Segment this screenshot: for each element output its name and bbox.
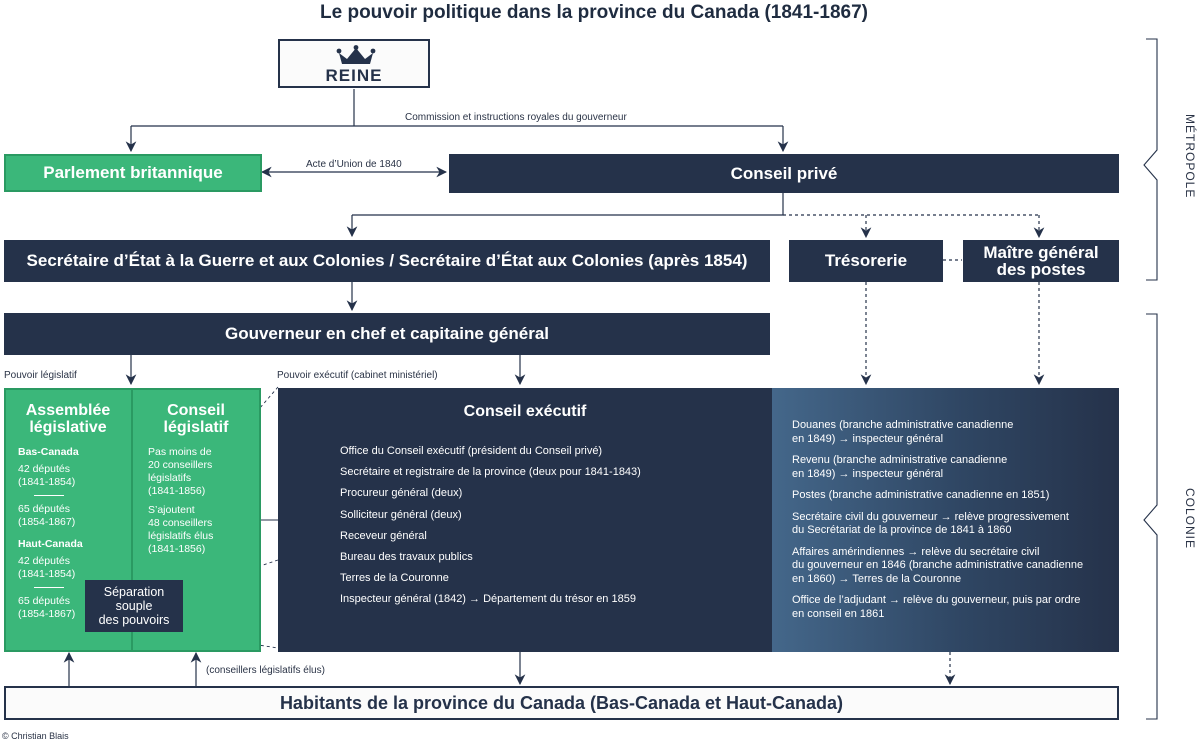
admin-douanes-line-2: en 1849) → inspecteur général [792,432,944,445]
conseil-legislatif-title [134,402,258,436]
tresorerie-box: Trésorerie [789,240,943,282]
acte-union-label: Acte d’Union de 1840 [306,159,402,170]
admin-adjudant-line-2: en conseil en 1861 [792,607,885,620]
conseil-prive-box: Conseil privé [449,154,1119,193]
assemblee-title-line-1: Assemblée [25,402,111,419]
admin-secretaire-line-2: du Secrétariat de la province de 1841 à 1860 [792,524,1012,536]
maitre-line-1: Maître général [983,243,1099,262]
administration-list [792,419,1112,629]
admin-revenu-line-1: Revenu (branche administrative canadienne [792,454,1008,466]
admin-affaires-line-1: Affaires amérindiennes → relève du secrétaire civil [792,545,1040,558]
bas-canada-heading: Bas-Canada [18,446,79,458]
secretaire-etat-box: Secrétaire d’État à la Guerre et aux Colonies / Secrétaire d’État aux Colonies (après 1854) [4,240,770,282]
maitre-line-2: des postes [996,260,1086,279]
pouvoir-executif-label: Pouvoir exécutif (cabinet ministériel) [277,370,438,381]
assemblee-title-line-2: législative [29,419,107,436]
haut-canada-heading: Haut-Canada [18,538,83,550]
metropole-label: MÉTROPOLE [1183,114,1197,199]
conseil-executif-item: Inspecteur général (1842) → Département du trésor en 1859 [340,593,636,606]
cl-p1-line-3: législatifs [148,472,192,484]
crown-icon [336,45,376,67]
conseil-executif-item: Solliciteur général (deux) [340,508,462,521]
admin-affaires-line-3: en 1860) → Terres de la Couronne [792,572,962,585]
parlement-britannique-box: Parlement britannique [4,154,262,192]
conseil-executif-item: Procureur général (deux) [340,487,463,500]
bc-line-2a: 65 députés [18,503,70,515]
admin-item-douanes [792,419,1112,446]
maitre-general-postes-box [963,240,1119,282]
separation-line-2: souple [115,599,153,613]
pouvoir-legislatif-label: Pouvoir législatif [4,370,77,381]
gouverneur-box: Gouverneur en chef et capitaine général [4,313,770,355]
conseil-legislatif-details [148,446,258,556]
diagram-title: Le pouvoir politique dans la province du Canada (1841-1867) [320,2,868,23]
hc-line-2b: (1854-1867) [18,608,76,620]
admin-postes-line-1: Postes (branche administrative canadienne en 1851) [792,489,1050,501]
bc-separator [34,495,64,496]
assemblee-title [8,402,128,436]
conseil-executif-item: Receveur général [340,529,427,542]
cl-p2-line-3: législatifs élus [148,530,214,542]
admin-douanes-line-1: Douanes (branche administrative canadienne [792,419,1014,431]
conseillers-elus-label: (conseillers législatifs élus) [206,665,325,676]
cl-p1-line-2: 20 conseillers [148,459,213,471]
queen-label: REINE [325,66,383,85]
queen-box [278,39,430,88]
conseil-executif-item: Secrétaire et registraire de la province (deux pour 1841-1843) [340,466,641,479]
admin-secretaire-line-1: Secrétaire civil du gouverneur → relève progressivement [792,510,1069,523]
cl-p2-line-2: 48 conseillers [148,517,213,529]
cl-p2-line-4: (1841-1856) [148,543,206,555]
conseil-executif-item: Terres de la Couronne [340,572,449,585]
conseil-executif-list [340,441,641,611]
admin-item-affaires-amerindiennes [792,546,1112,587]
separation-line-1: Séparation [103,585,165,599]
hc-line-2a: 65 députés [18,595,70,607]
conseil-executif-title: Conseil exécutif [463,403,587,420]
hc-separator [34,587,64,588]
admin-adjudant-line-1: Office de l’adjudant → relève du gouverneur, puis par ordre [792,594,1081,606]
cl-p2-line-1: S’ajoutent [148,504,195,516]
admin-item-adjudant [792,594,1112,621]
conseil-executif-item: Bureau des travaux publics [340,551,473,564]
admin-affaires-line-2: du gouverneur en 1846 (branche administrative canadienne [792,559,1084,571]
cl-p1-line-1: Pas moins de [148,446,212,458]
admin-item-revenu [792,454,1112,481]
hc-line-1b: (1841-1854) [18,568,76,580]
commission-label: Commission et instructions royales du gouverneur [405,112,627,123]
separation-line-3: des pouvoirs [98,613,170,627]
conseil-legislatif-title-line-2: législatif [163,419,229,436]
separation-box [85,580,183,632]
copyright-label: © Christian Blais [2,731,69,741]
bc-line-1a: 42 députés [18,463,70,475]
administration-box [772,388,1119,652]
admin-revenu-line-2: en 1849) → inspecteur général [792,467,944,480]
conseil-executif-item: Office du Conseil exécutif (président du Conseil privé) [340,445,603,457]
colonie-label: COLONIE [1183,488,1197,550]
bc-line-1b: (1841-1854) [18,476,76,488]
bc-line-2b: (1854-1867) [18,516,76,528]
conseil-executif-box [278,388,772,652]
hc-line-1a: 42 députés [18,555,70,567]
habitants-box: Habitants de la province du Canada (Bas-Canada et Haut-Canada) [4,686,1119,720]
admin-item-secretaire-civil [792,511,1112,538]
admin-item-postes [792,489,1112,503]
cl-p1-line-4: (1841-1856) [148,485,206,497]
conseil-legislatif-title-line-1: Conseil [167,402,225,419]
